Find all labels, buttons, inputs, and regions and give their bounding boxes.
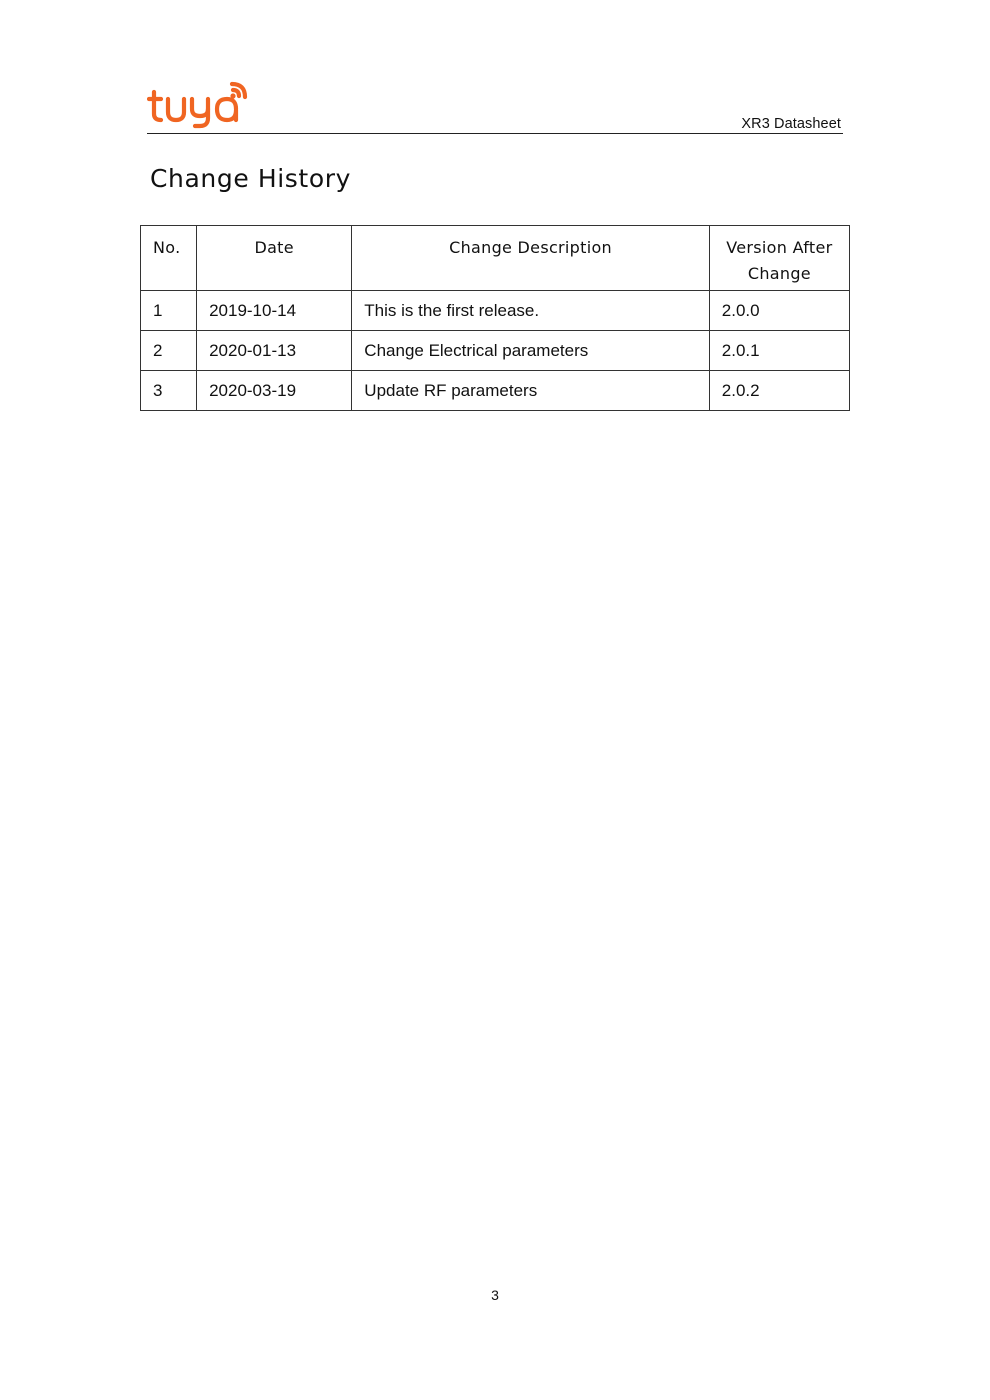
page-number: 3 (491, 1287, 499, 1303)
cell-no: 3 (141, 371, 197, 411)
table-header-row (141, 226, 850, 291)
column-header-description: Change Description (352, 226, 710, 291)
cell-no: 2 (141, 331, 197, 371)
cell-version: 2.0.2 (709, 371, 849, 411)
page-header (147, 80, 843, 134)
tuya-logo (147, 80, 257, 130)
section-heading: Change History (150, 164, 352, 193)
cell-date: 2019-10-14 (197, 291, 352, 331)
column-header-no: No. (141, 226, 197, 291)
column-header-version: Version After Change (709, 226, 849, 291)
cell-description: Change Electrical parameters (352, 331, 710, 371)
change-history-table (140, 225, 850, 411)
table-row (141, 291, 850, 331)
cell-no: 1 (141, 291, 197, 331)
document-title: XR3 Datasheet (741, 116, 841, 132)
cell-version: 2.0.1 (709, 331, 849, 371)
cell-version: 2.0.0 (709, 291, 849, 331)
cell-date: 2020-01-13 (197, 331, 352, 371)
cell-date: 2020-03-19 (197, 371, 352, 411)
cell-description: Update RF parameters (352, 371, 710, 411)
cell-description: This is the first release. (352, 291, 710, 331)
table-row (141, 331, 850, 371)
table-row (141, 371, 850, 411)
column-header-date: Date (197, 226, 352, 291)
